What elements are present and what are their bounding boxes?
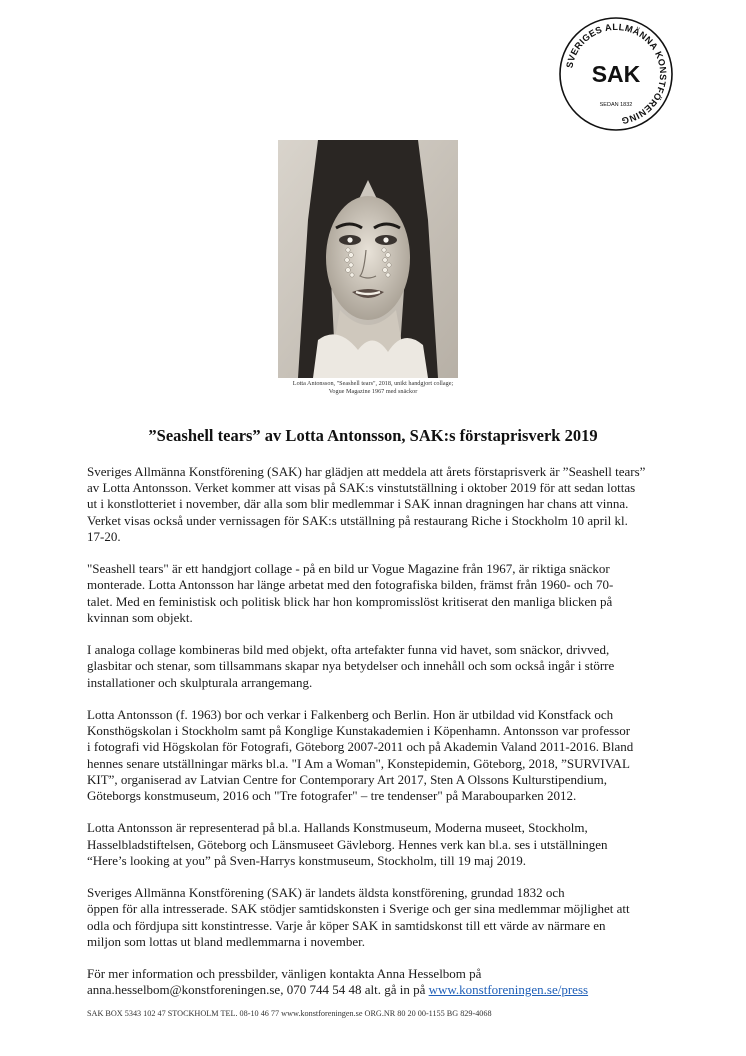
paragraph-about-sak	[87, 885, 667, 950]
artwork-photo	[278, 140, 458, 378]
page-footer: SAK BOX 5343 102 47 STOCKHOLM TEL. 08-10 46 77 www.konstforeningen.se ORG.NR 80 20 00-1155 BG 829-4068	[87, 1009, 492, 1018]
text-line: "Seashell tears" är ett handgjort collage - på en bild ur Vogue Magazine från 1967, är riktiga snäckor	[87, 561, 610, 577]
text-line: Göteborgs konstmuseum, 2016 och "Tre fotografer" – tre tendenser" på Marabouparken 2012.	[87, 788, 577, 804]
text-line: ut i konstlotteriet i november, där alla som blir medlemmar i SAK innan dragningen har chans att vinna.	[87, 496, 629, 512]
text-line: Verket visas också under vernissagen för SAK:s utställning på restaurang Riche i Stockholm 10 april kl.	[87, 512, 628, 528]
paragraph-contact	[87, 966, 667, 998]
text-line: odla och fördjupa sitt konstintresse. Varje år köper SAK in samtidskonst till ett värde av närmare en	[87, 917, 606, 933]
text-line: i fotografi vid Högskolan för Fotografi, Göteborg 2007-2011 och på Akademin Valand 2011-2016. Bland	[87, 739, 634, 755]
paragraph-collections	[87, 820, 667, 869]
text-line: monterade. Lotta Antonsson har länge arbetat med den fotografiska bilden, främst från 1960- och 70-	[87, 577, 614, 593]
text-line: KIT”, organiserad av Latvian Centre for Contemporary Art 2017, Sten A Olssons Kulturstipendium,	[87, 771, 608, 787]
text-line: kvinnan som objekt.	[87, 609, 193, 625]
caption-line: Vogue Magazine 1967 med snäckor	[328, 388, 418, 395]
article-body	[87, 464, 667, 1015]
text-line: Hasselbladstiftelsen, Göteborg och Länsmuseet Gävleborg. Hennes verk kan bl.a. ses i utställningen	[87, 836, 608, 852]
text-line: Sveriges Allmänna Konstförening (SAK) är landets äldsta konstförening, grundad 1832 och	[87, 885, 565, 901]
contact-line	[87, 982, 667, 998]
logo-since-text: SEDAN 1832	[599, 102, 633, 108]
logo-center-text: SAK	[591, 61, 641, 87]
text-line: installationer och skulpturala arrangemang.	[87, 674, 313, 690]
logo-ring-text: SVERIGES ALLMÄNNA KONSTFÖRENING	[564, 21, 669, 126]
contact-text: anna.hesselbom@konstforeningen.se, 070 744 54 48 alt. gå in på	[87, 982, 429, 998]
caption-line: Lotta Antonsson, "Seashell tears", 2018, unikt handgjort collage;	[292, 380, 454, 387]
paragraph-collage	[87, 642, 667, 691]
text-line: 17-20.	[87, 528, 121, 544]
text-line: “Here’s looking at you” på Sven-Harrys konstmuseum, Stockholm, till 19 maj 2019.	[87, 852, 527, 868]
text-line: Lotta Antonsson är representerad på bl.a. Hallands Konstmuseum, Moderna museet, Stockholm,	[87, 820, 588, 836]
paragraph-biography	[87, 707, 667, 804]
text-line: Lotta Antonsson (f. 1963) bor och verkar i Falkenberg och Berlin. Hon är utbildad vid Konstfack och	[87, 707, 614, 722]
text-line: Konsthögskolan i Stockholm samt på Konglige Kunstakademien i Köpenhamn. Antonsson var professor	[87, 723, 631, 739]
text-line: glasbitar och stenar, som tillsammans skapar nya betydelser och innehåll och som också ingår i större	[87, 658, 615, 674]
text-line: miljon som lottas ut bland medlemmarna i november.	[87, 933, 366, 949]
text-line: talet. Med en feministisk och politisk blick har hon kompromisslöst kritiserat den manliga blicken på	[87, 593, 613, 609]
page-title: ”Seashell tears” av Lotta Antonsson, SAK:s förstaprisverk 2019	[148, 426, 598, 445]
text-line: av Lotta Antonsson. Verket kommer att visas på SAK:s vinstutställning i oktober 2019 för att sedan lottas	[87, 480, 636, 496]
text-line: hennes senare utställningar märks bl.a. "I Am a Woman", Konstepidemin, Göteborg, 2018, ”SURVIVAL	[87, 755, 630, 771]
press-link[interactable]: www.konstforeningen.se/press	[428, 982, 589, 998]
figure-caption	[200, 380, 546, 396]
paragraph-intro	[87, 464, 667, 545]
text-line: Sveriges Allmänna Konstförening (SAK) har glädjen att meddela att årets förstaprisverk är ”Seashell tears”	[87, 464, 646, 479]
sak-logo	[556, 14, 676, 134]
text-line: I analoga collage kombineras bild med objekt, ofta artefakter funna vid havet, som snäckor, drivved,	[87, 642, 610, 658]
text-line: För mer information och pressbilder, vänligen kontakta Anna Hesselbom på	[87, 966, 482, 982]
paragraph-artwork	[87, 561, 667, 626]
text-line: öppen för alla intresserade. SAK stödjer samtidskonsten i Sverige och ger sina medlemmar möjlighet att	[87, 901, 630, 917]
